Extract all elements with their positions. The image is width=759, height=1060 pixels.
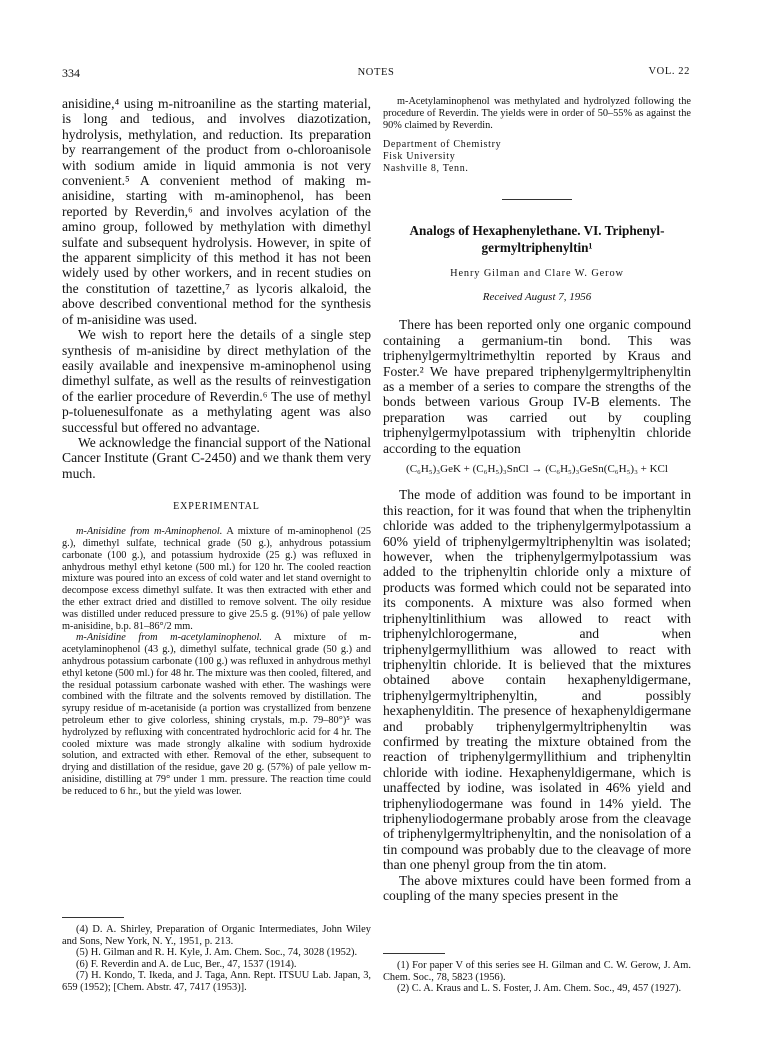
procedure-text: A mixture of m-aminophenol (25 g.), dimethyl sulfate, technical grade (50 g.), anhydrous potassium carbonate (100 g.), and potassium hydroxide (25 g.) was refluxed in anhydrous methyl ethyl ketone (500 ml.) for 120 hr. The cooled reaction mixture was poured into an excess of cold water and let stand overnight to decompose excess dimethyl sulfate. It was then extracted with ether and the ether extract dried and distilled to remove solvent. The oily residue was distilled under reduced pressure to give 25.5 g. (91%) of pale yellow m-anisidine, b.p. 81–86°/2 mm. [62,526,372,632]
footnote: (5) H. Gilman and R. H. Kyle, J. Am. Chem. Soc., 74, 3028 (1952). [76,947,358,959]
volume-label: VOL. 22 [648,66,690,77]
article-authors: Henry Gilman and Clare W. Gerow [450,268,624,280]
footnote: (7) H. Kondo, T. Ikeda, and J. Taga, Ann. Rept. ITSUU Lab. Japan, 3, 659 (1952); [Chem. Abstr. 47, 7417 (1953)]. [62,970,371,993]
body-paragraph: We acknowledge the financial support of the National Cancer Institute (Grant C-2450) and we thank them very much. [62,434,371,481]
department-line: Department of Chemistry [383,139,502,151]
procedure-title: m-Anisidine from m-acetylaminophenol. [76,632,262,644]
running-head: NOTES [357,67,395,78]
footnote: (2) C. A. Kraus and L. S. Foster, J. Am. Chem. Soc., 49, 457 (1927). [397,983,682,995]
experimental-paragraph [62,632,371,797]
experimental-section [62,526,371,797]
university-line: Fisk University [383,151,456,163]
experimental-heading: EXPERIMENTAL [173,501,260,513]
page-header [62,66,690,86]
received-date: Received August 7, 1956 [482,291,592,304]
footnote-rule [62,917,124,918]
note-continuation [383,96,691,131]
right-column [383,96,691,903]
body-paragraph: The mode of addition was found to be important in this reaction, for it was found that when the triphenyltin chloride was added to the triphenylgermylpotassium a 60% yield of triphenylgermyltriphenyltin was isolated; however, when the triphenylgermylpotassium was added to the triphenyltin chloride only a mixture of products was formed which could not be separated into its components. A mixture was also formed when triphenyltinlithium was allowed to react with triphenylchlorogermane, and when triphenylgermyllithium was allowed to react with triphenyltin chloride. It is believed that the mixtures obtained above contain hexaphenyldigermane, triphenylgermyltriphenyltin, and possibly hexaphenylditin. The presence of hexaphenyldigermane and probably triphenylgermyltriphenyltin was confirmed by treating the mixture obtained from the reaction of triphenylgermyllithium and triphenyltin chloride with iodine. Hexaphenyldigermane, which is unaffected by iodine, was isolated in 46% yield and triphenyliodogermane was found in 14% yield. The triphenyliodogermane probably arose from the cleavage of triphenylgermyltriphenyltin, and the nonisolation of a tin compound was probably due to the cleavage of more than one phenyl group from the tin atom. [383,487,691,873]
article-title-line: germyltriphenyltin¹ [481,240,593,256]
section-divider [502,199,572,200]
body-paragraph: We wish to report here the details of a single step synthesis of m-anisidine by direct methylation of the easily available and inexpensive m-aminophenol using dimethyl sulfate, as well as the results of reinvestigation of the earlier procedure of Reverdin.⁶ The use of methyl p-toluenesulfonate as a methylating agent was also successful but offered no advantage. [62,327,371,435]
right-footnotes [383,945,691,995]
right-body [383,317,691,903]
left-body [62,96,371,481]
left-footnotes [62,909,371,994]
footnote-rule [383,953,445,954]
body-paragraph: There has been reported only one organic compound containing a germanium-tin bond. This was triphenylgermyltrimethyltin reported by Kraus and Foster.² We have prepared triphenylgermyltriphenyltin as a member of a series to compare the strengths of the bonds between various Group IV-B elements. The preparation was carried out by coupling triphenylgermylpotassium with triphenyltin chloride according to the equation [383,317,691,456]
left-column [62,96,371,797]
page-number: 334 [62,66,80,80]
article-title-line: Analogs of Hexaphenylethane. VI. Triphenyl- [409,223,665,239]
note-paragraph: m-Acetylaminophenol was methylated and hydrolyzed following the procedure of Reverdin. The yields were in order of 50–55% as against the 90% claimed by Reverdin. [383,96,691,131]
experimental-paragraph [62,526,371,632]
body-paragraph: The above mixtures could have been formed from a coupling of the many species present in the [383,872,691,904]
footnote: (6) F. Reverdin and A. de Luc, Ber., 47, 1537 (1914). [76,958,297,970]
footnote: (4) D. A. Shirley, Preparation of Organic Intermediates, John Wiley and Sons, New York, N. Y., 1951, p. 213. [62,924,371,947]
procedure-text: A mixture of m-acetylaminophenol (43 g.), dimethyl sulfate, technical grade (50 g.) and anhydrous potassium carbonate (100 g.) was refluxed in anhydrous methyl ethyl ketone (500 ml.) for 48 hr. The mixture was then cooled, filtered, and the residual potassium carbonate washed with ether. The washings were combined with the filtrate and the solvents removed by distillation. The syrupy residue of m-acetaniside (a portion was crystallized from benzene petroleum ether to give colorless, shining crystals, m.p. 79–80°)⁵ was hydrolyzed by refluxing with concentrated hydrochloric acid for 4 hr. The cooled mixture was made strongly alkaline with sodium hydroxide solution, and extracted with ether. Removal of the ether, subsequent to drying and distillation of the residue, gave 20 g. (57%) of pale yellow m-anisidine, distilling at 79° under 1 mm. pressure. The reaction time could be reduced to 6 hr., but the yield was lower. [62,632,371,797]
body-paragraph: anisidine,⁴ using m-nitroaniline as the starting material, is long and tedious, and involves diazotization, hydrolysis, methylation, and reduction. Its preparation by rearrangement of the product from o-chloroanisole with sodium amide in liquid ammonia is not very convenient.⁵ A convenient method of making m-anisidine, starting with m-aminophenol, has been reported by Reverdin,⁶ and involves acylation of the amino group, followed by methylation with dimethyl sulfate and subsequent hydrolysis. However, in spite of the apparent simplicity of this method it has not been widely used by other workers, and in recent studies on the constitution of tazettine,⁷ as lycoris alkaloid, the above described conventional method for the synthesis of m-anisidine was used. [62,96,371,327]
city-line: Nashville 8, Tenn. [383,163,469,175]
procedure-title: m-Anisidine from m-Aminophenol. [76,526,223,538]
reaction-equation: (C₆H₅)₃GeK + (C₆H₅)₃SnCl → (C₆H₅)₃GeSn(C₆H₅)₃ + KCl [406,463,668,476]
department-address [383,139,691,175]
article-title [383,222,691,256]
footnote: (1) For paper V of this series see H. Gilman and C. W. Gerow, J. Am. Chem. Soc., 78, 5823 (1956). [383,960,691,983]
